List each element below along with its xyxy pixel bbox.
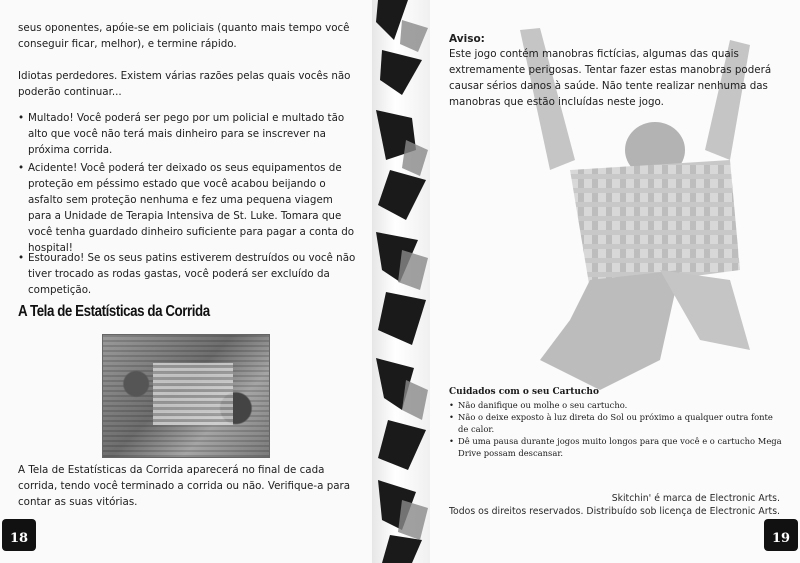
stats-panel-image (153, 363, 233, 425)
text-line: A Tela de Estatísticas da Corrida aparecerá no final de cada (18, 464, 325, 476)
text-line: Drive possam descansar. (458, 448, 564, 458)
text-line: asfalto sem proteção nenhuma e fez uma pequena viagem (28, 194, 333, 206)
text-line: hospital! (28, 242, 73, 254)
text-line: competição. (28, 284, 92, 296)
bullet-mark: • (18, 252, 25, 264)
warning-title: Aviso: (449, 33, 485, 45)
text-line: você tenha guardado dinheiro suficiente para pagar a conta do (28, 226, 355, 238)
text-line: Skitchin' é marca de Electronic Arts. (611, 493, 780, 504)
text-line: seus oponentes, apóie-se em policiais (quanto mais tempo você (18, 22, 350, 34)
page-number-right: 19 (771, 531, 791, 546)
text-line: Acidente! Você poderá ter deixado os seus equipamentos de (28, 162, 342, 174)
bullet-mark: • (18, 112, 25, 124)
text-line: corrida, tendo você terminado a corrida ou não. Verifique-a para (18, 480, 351, 492)
text-line: poderão continuar... (18, 86, 122, 98)
closing-paragraph (18, 462, 363, 510)
bullet-mark: • (449, 412, 454, 422)
text-line: proteção em péssimo estado que você acabou beijando o (28, 178, 326, 190)
bullet-mark: • (449, 436, 454, 446)
bullet-mark: • (18, 162, 25, 174)
text-line: de calor. (458, 424, 495, 434)
text-line: Não o deixe exposto à luz direta do Sol ou próximo a qualquer outra fonte (458, 412, 773, 422)
text-line: manobras que estão incluídas neste jogo. (449, 96, 664, 108)
text-line: Todos os direitos reservados. Distribuído sob licença de Electronic Arts. (448, 506, 780, 517)
losers-paragraph (18, 68, 363, 100)
credits (420, 492, 780, 518)
cartridge-care-title: Cuidados com o seu Cartucho (449, 387, 599, 397)
race-stats-screenshot (102, 334, 270, 458)
text-line: tiver trocado as rodas gastas, você poderá ser excluído da (28, 268, 330, 280)
page-number-left: 18 (9, 531, 29, 546)
text-line: alto que você não terá mais dinheiro para se inscrever na (28, 128, 326, 140)
text-line: Dê uma pausa durante jogos muito longos para que você e o cartucho Mega (458, 436, 782, 446)
text-line: Estourado! Se os seus patins estiverem destruídos ou você não (28, 252, 356, 264)
text-line: conseguir ficar, melhor), e termine rápido. (18, 38, 237, 50)
text-line: Multado! Você poderá ser pego por um policial e multado tão (28, 112, 345, 124)
bullet-mark: • (449, 400, 454, 410)
section-heading: A Tela de Estatísticas da Corrida (18, 303, 210, 320)
text-line: Idiotas perdedores. Existem várias razões pelas quais vocês não (18, 70, 351, 82)
text-line: próxima corrida. (28, 144, 113, 156)
text-line: causar sérios danos à saúde. Não tente realizar nenhuma das (449, 80, 768, 92)
text-line: Não danifique ou molhe o seu cartucho. (458, 400, 628, 410)
graffiti-strip-art (372, 0, 430, 563)
intro-paragraph (18, 20, 363, 52)
text-line: contar as suas vitórias. (18, 496, 138, 508)
text-line: Este jogo contém manobras fictícias, algumas das quais (449, 48, 739, 60)
text-line: extremamente perigosas. Tentar fazer estas manobras poderá (449, 64, 772, 76)
text-line: para a Unidade de Terapia Intensiva de St. Luke. Tomara que (28, 210, 342, 222)
warning-body (449, 46, 789, 110)
